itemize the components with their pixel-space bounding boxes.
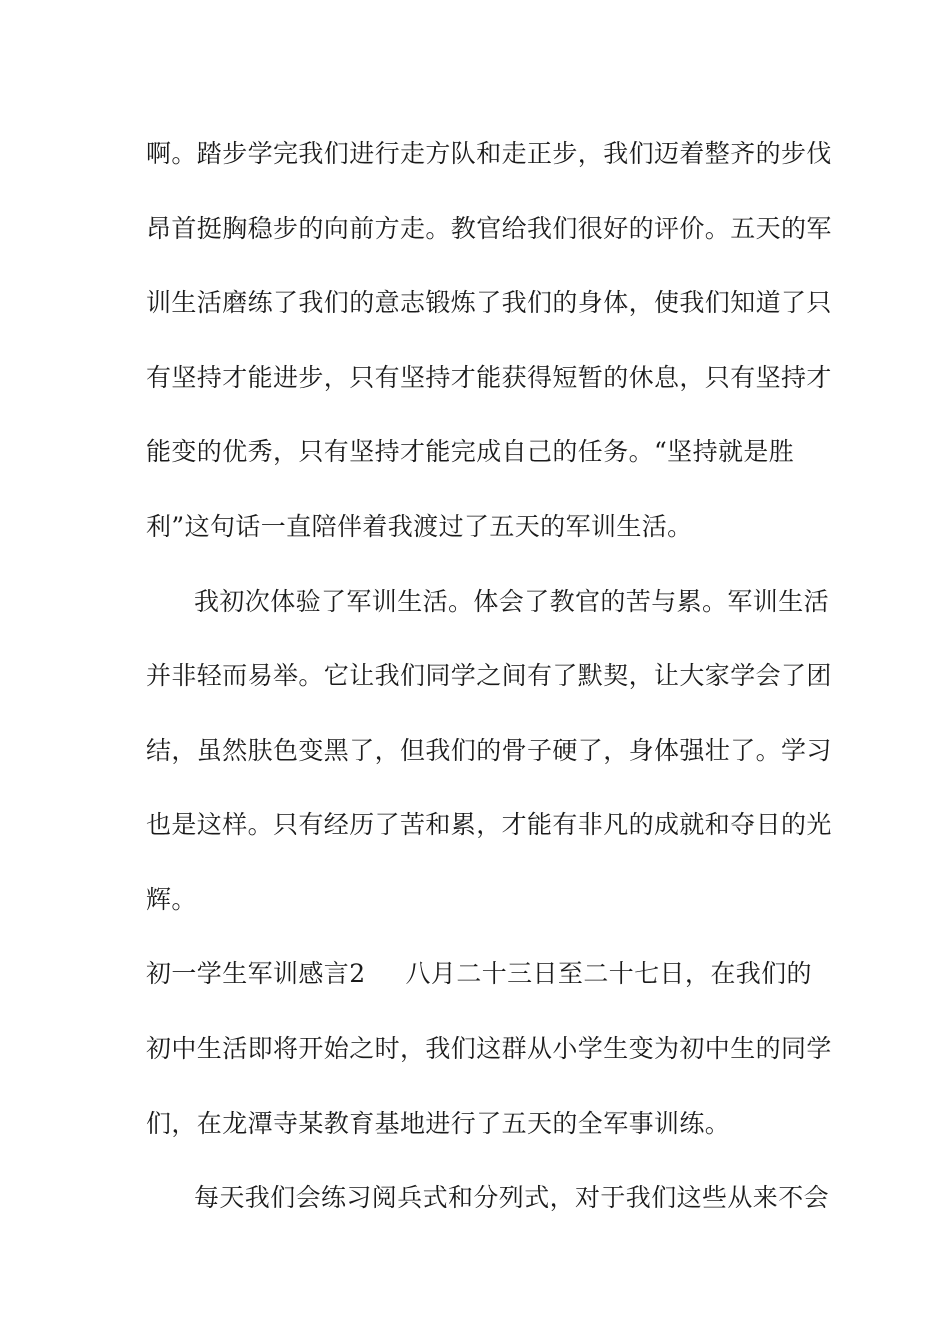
section-heading-line	[146, 954, 816, 994]
paragraph-line: 也是这样。只有经历了苦和累，才能有非凡的成就和夺日的光	[146, 810, 832, 839]
paragraph-line: 我初次体验了军训生活。体会了教官的苦与累。军训生活	[194, 587, 830, 616]
paragraph-line: 有坚持才能进步，只有坚持才能获得短暂的休息，只有坚持才	[146, 363, 832, 392]
paragraph-line: 利”这句话一直陪伴着我渡过了五天的军训生活。	[146, 512, 693, 541]
paragraph-line: 能变的优秀，只有坚持才能完成自己的任务。“坚持就是胜	[146, 437, 795, 466]
paragraph-line: 啊。踏步学完我们进行走方队和走正步，我们迈着整齐的步伐	[146, 139, 832, 168]
paragraph-line: 辉。	[146, 885, 197, 914]
paragraph-line: 训生活磨练了我们的意志锻炼了我们的身体，使我们知道了只	[146, 288, 832, 317]
paragraph-line: 们，在龙潭寺某教育基地进行了五天的全军事训练。	[146, 1109, 731, 1138]
paragraph-line: 并非轻而易举。它让我们同学之间有了默契，让大家学会了团	[146, 661, 832, 690]
paragraph-line: 每天我们会练习阅兵式和分列式，对于我们这些从来不会	[194, 1183, 830, 1212]
paragraph-line: 初中生活即将开始之时，我们这群从小学生变为初中生的同学	[146, 1034, 832, 1063]
section-heading: 初一学生军训感言2	[146, 959, 366, 988]
paragraph-text: 八月二十三日至二十七日，在我们的	[405, 959, 812, 988]
paragraph-line: 昂首挺胸稳步的向前方走。教官给我们很好的评价。五天的军	[146, 214, 832, 243]
paragraph-line: 结，虽然肤色变黑了，但我们的骨子硬了，身体强壮了。学习	[146, 736, 832, 765]
